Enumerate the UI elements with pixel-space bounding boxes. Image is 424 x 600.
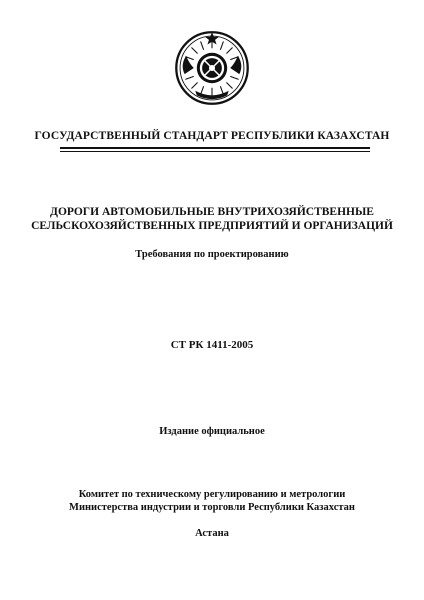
header-rule-thin (60, 151, 370, 152)
document-title-line-2: СЕЛЬСКОХОЗЯЙСТВЕННЫХ ПРЕДПРИЯТИЙ И ОРГАНИЗАЦИЙ (31, 220, 393, 232)
header-rule-thick (60, 147, 370, 149)
edition-note: Издание официальное (159, 426, 265, 437)
document-subtitle: Требования по проектированию (135, 249, 289, 260)
publisher-line-2: Министерства индустрии и торговли Республики Казахстан (69, 502, 355, 513)
state-emblem-icon (174, 30, 250, 106)
document-title-line-1: ДОРОГИ АВТОМОБИЛЬНЫЕ ВНУТРИХОЗЯЙСТВЕННЫЕ (50, 206, 374, 218)
standard-designation: СТ РК 1411-2005 (170, 339, 254, 351)
publisher-block (0, 488, 424, 514)
document-title (0, 205, 424, 233)
publisher-line-1: Комитет по техническому регулированию и метрологии (78, 489, 346, 500)
standard-header-title: ГОСУДАРСТВЕННЫЙ СТАНДАРТ РЕСПУБЛИКИ КАЗАХСТАН (34, 130, 390, 142)
publication-city: Астана (195, 528, 229, 539)
